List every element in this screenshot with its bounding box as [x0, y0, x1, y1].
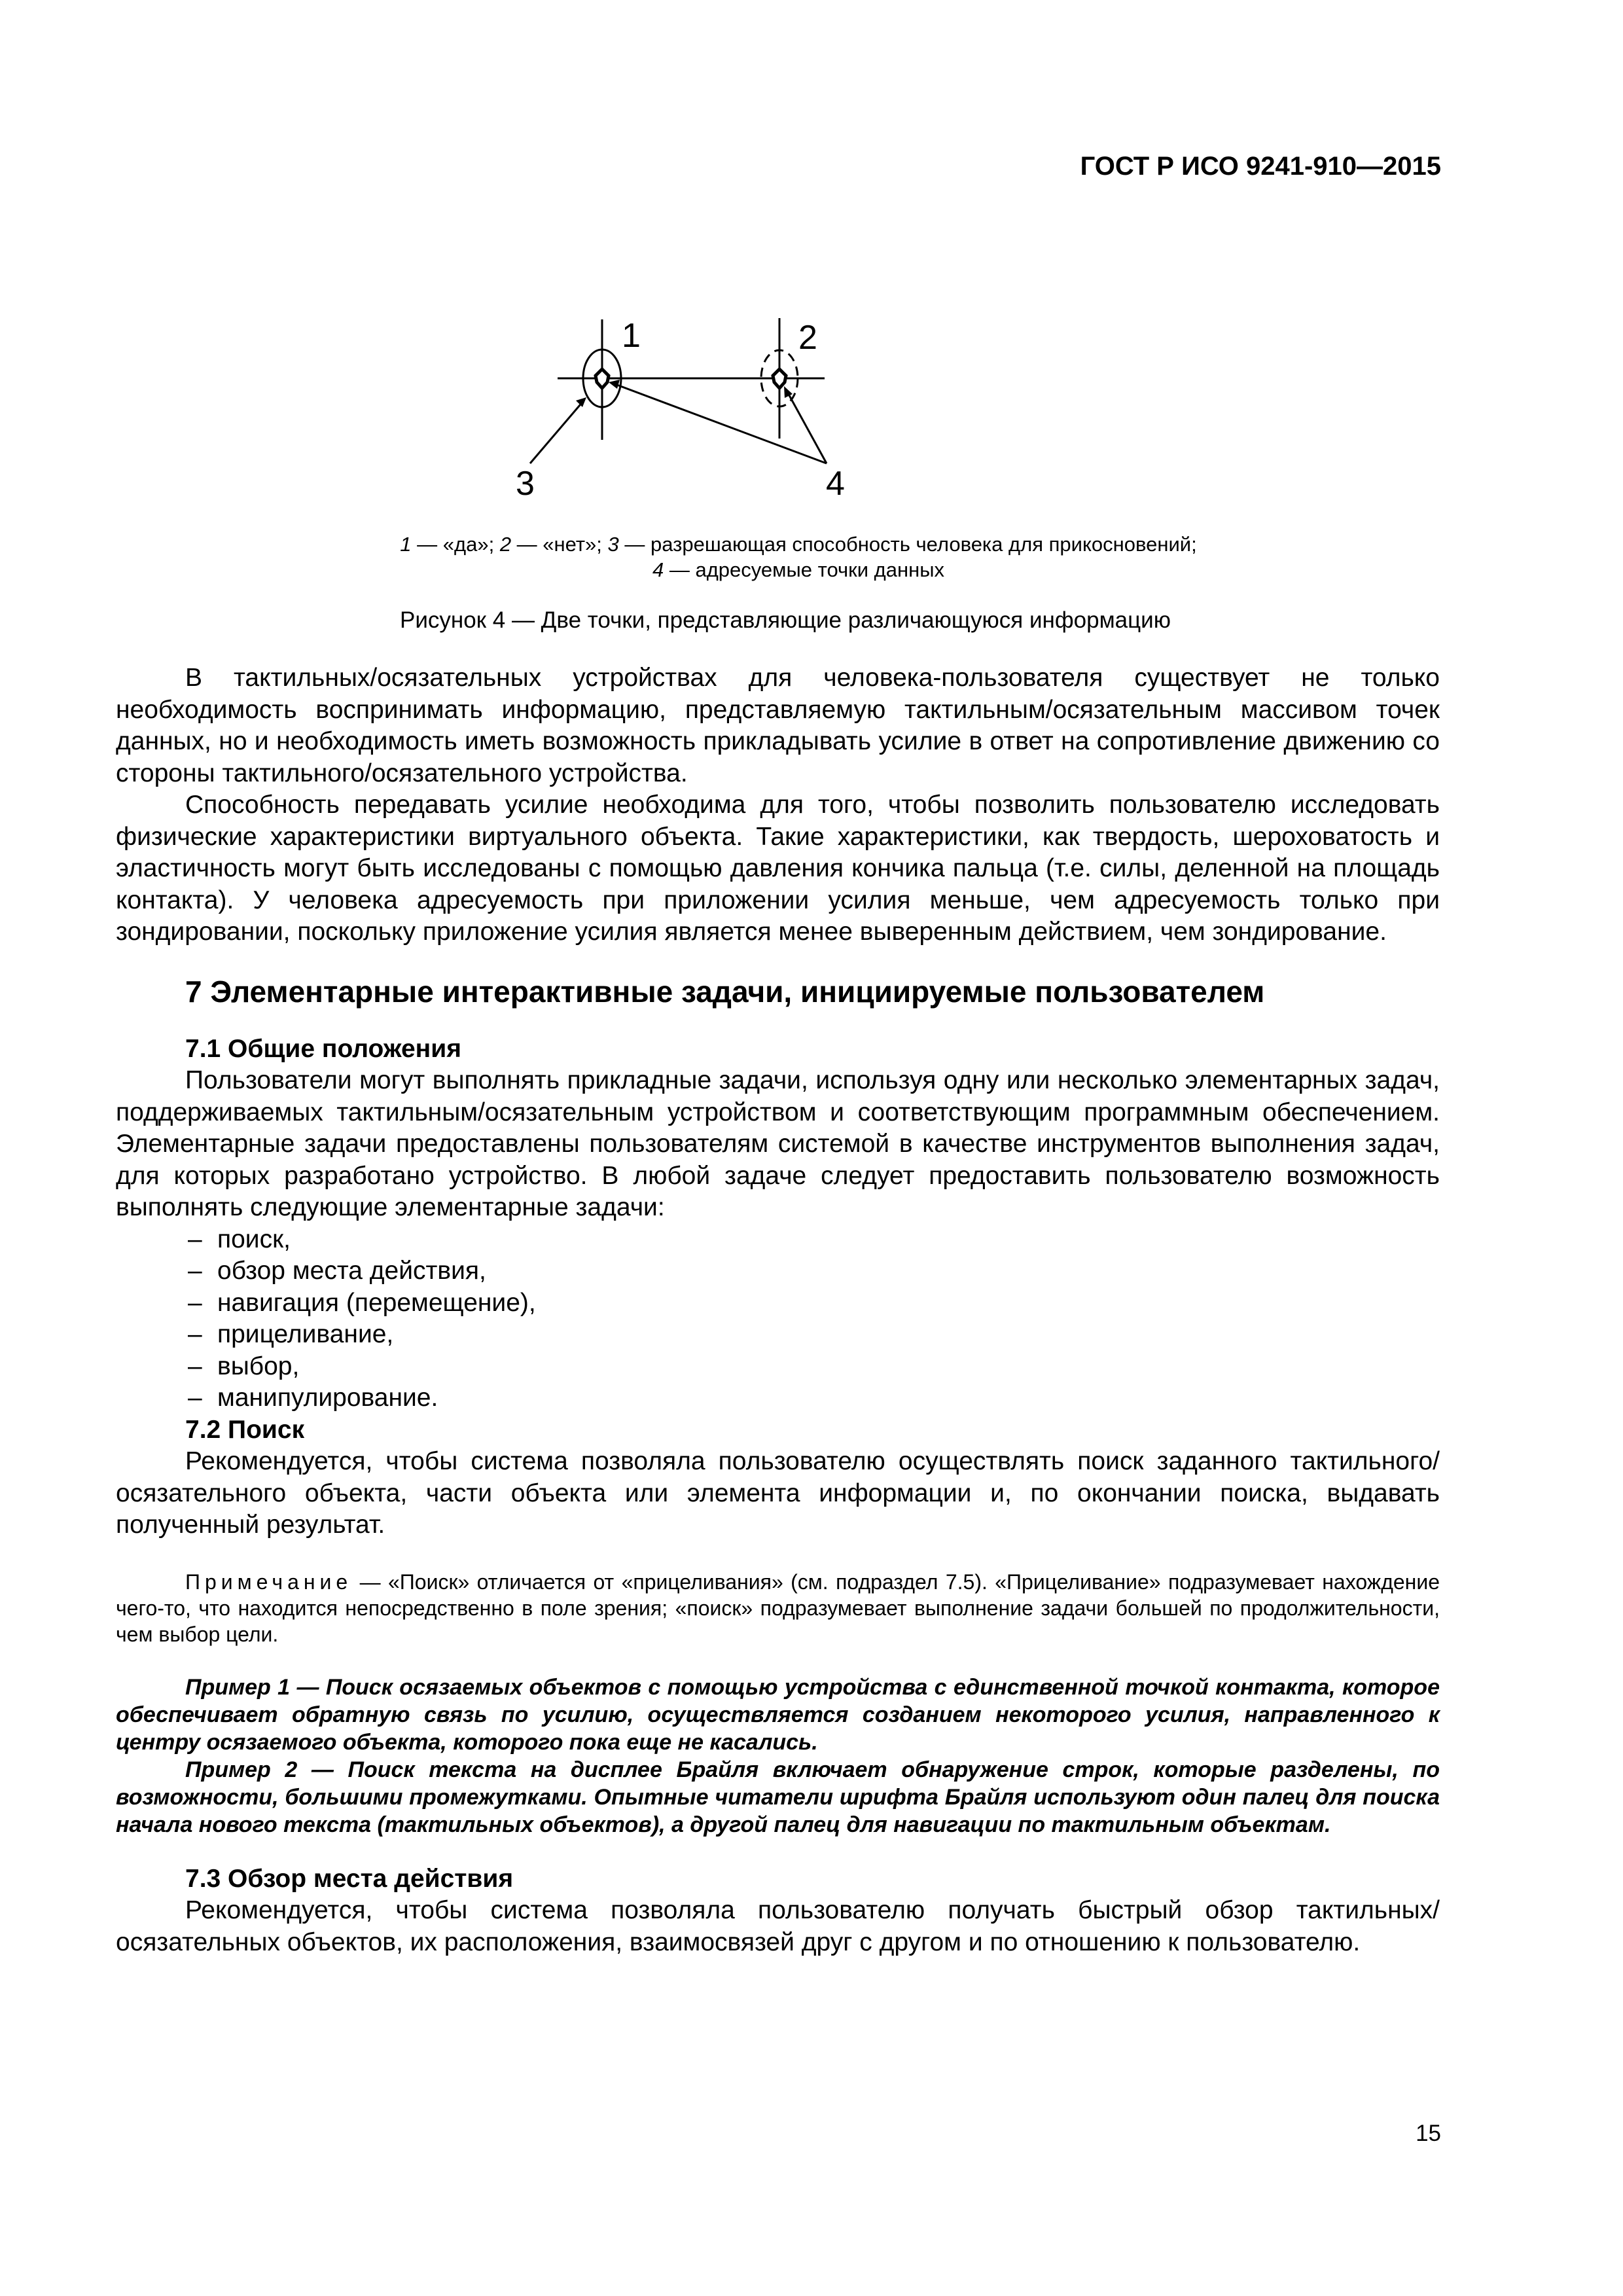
- subsection-7-1-heading: 7.1 Общие положения: [185, 1034, 461, 1063]
- paragraph: В тактильных/осязательных устройствах для человека-пользователя существует не только необходимость воспринимать информацию, представляемую тактильным/осязательным массивом точек данных, но и необходимость иметь возможность прикладывать усилие в ответ на сопротивление движению со стороны тактильного/осязательного устройства.: [116, 664, 1440, 787]
- figure-4-diagram: [510, 288, 1034, 524]
- paragraph: Способность передавать усилие необходима для того, чтобы позволить пользователю исследовать физические характеристики виртуального объекта. Такие характеристики, как твердость, шероховатость и эластичность могут быть исследованы с помощью давления кончика пальца (т.е. силы, деленной на площадь контакта). У человека адресуемость при приложении усилия меньше, чем адресуемость только при зондировании, поскольку приложение усилия является менее выверенным действием, чем зондирование.: [116, 791, 1440, 946]
- svg-text:3: 3: [516, 465, 535, 503]
- list-item: – выбор,: [116, 1351, 1440, 1383]
- paragraph: Рекомендуется, чтобы система позволяла пользователю получать быстрый обзор тактильных/осязательных объектов, их расположения, взаимосвязей друг с другом и по отношению к пользователю.: [116, 1896, 1440, 1956]
- section-7-heading: 7 Элементарные интерактивные задачи, инициируемые пользователем: [185, 974, 1265, 1009]
- dash-bullet-icon: –: [188, 1225, 202, 1253]
- dash-bullet-icon: –: [188, 1257, 202, 1285]
- data-point-2-marker: [773, 369, 786, 388]
- document-body: [116, 662, 1440, 1958]
- page-number: 15: [1416, 2121, 1441, 2146]
- list-item: – прицеливание,: [116, 1319, 1440, 1351]
- subsection-7-3-heading: 7.3 Обзор места действия: [185, 1864, 514, 1893]
- figure-caption: Рисунок 4 — Две точки, представляющие различающуюся информацию: [400, 607, 1171, 633]
- svg-text:4: 4: [826, 465, 845, 503]
- subsection-7-2-heading: 7.2 Поиск: [185, 1415, 305, 1444]
- svg-text:2: 2: [798, 319, 817, 357]
- note: [116, 1569, 1440, 1647]
- paragraph: Пользователи могут выполнять прикладные задачи, используя одну или несколько элементарных задач, поддерживаемых тактильным/осязательным устройством и соответствующим программным обеспечением. Элементарные задачи предоставлены пользователям системой в качестве инструментов выполнения задач, для которых разработано устройство. В любой задаче следует предоставить пользователю возможность выполнять следующие элементарные задачи:: [116, 1066, 1440, 1221]
- data-point-1-marker: [596, 369, 609, 388]
- note-text: — «Поиск» отличается от «прицеливания» (см. подраздел 7.5). «Прицеливание» подразумевает нахождение чего-то, что находится непосредственно в поле зрения; «поиск» подразумевает выполнение задачи большей по продолжительности, чем выбор цели.: [116, 1570, 1440, 1646]
- list-item: – поиск,: [116, 1224, 1440, 1256]
- example-1: Пример 1 — Поиск осязаемых объектов с помощью устройства с единственной точкой контакта, которое обеспечивает обратную связь по усилию, осуществляется созданием некоторого усилия, направленного к центру осязаемого объекта, которого пока еще не касались.: [116, 1674, 1440, 1755]
- legend-line-1: 1 — «да»; 2 — «нет»; 3 — разрешающая способность человека для прикосновений;: [400, 533, 1197, 556]
- document-code-header: ГОСТ Р ИСО 9241-910—2015: [1080, 152, 1441, 181]
- note-label: Примечание: [185, 1570, 353, 1594]
- two-points-diagram: [510, 288, 1034, 524]
- example-2: Пример 2 — Поиск текста на дисплее Брайля включает обнаружение строк, которые разделены, по возможности, большими промежутками. Опытные читатели шрифта Брайля используют один палец для поиска начала нового текста (тактильных объектов), а другой палец для навигации по тактильным объектам.: [116, 1757, 1440, 1837]
- legend-line-2: 4 — адресуемые точки данных: [652, 558, 945, 581]
- list-item: – навигация (перемещение),: [116, 1287, 1440, 1319]
- list-item: – манипулирование.: [116, 1382, 1440, 1414]
- dash-bullet-icon: –: [188, 1320, 202, 1348]
- dash-bullet-icon: –: [188, 1352, 202, 1380]
- svg-text:1: 1: [622, 317, 641, 355]
- elementary-tasks-list: [116, 1224, 1440, 1414]
- list-item: – обзор места действия,: [116, 1255, 1440, 1287]
- dash-bullet-icon: –: [188, 1384, 202, 1412]
- figure-legend: [340, 531, 1257, 583]
- paragraph: Рекомендуется, чтобы система позволяла пользователю осуществлять поиск заданного тактильного/осязательного объекта, части объекта или элемента информации и, по окончании поиска, выдавать полученный результат.: [116, 1447, 1440, 1539]
- dash-bullet-icon: –: [188, 1288, 202, 1317]
